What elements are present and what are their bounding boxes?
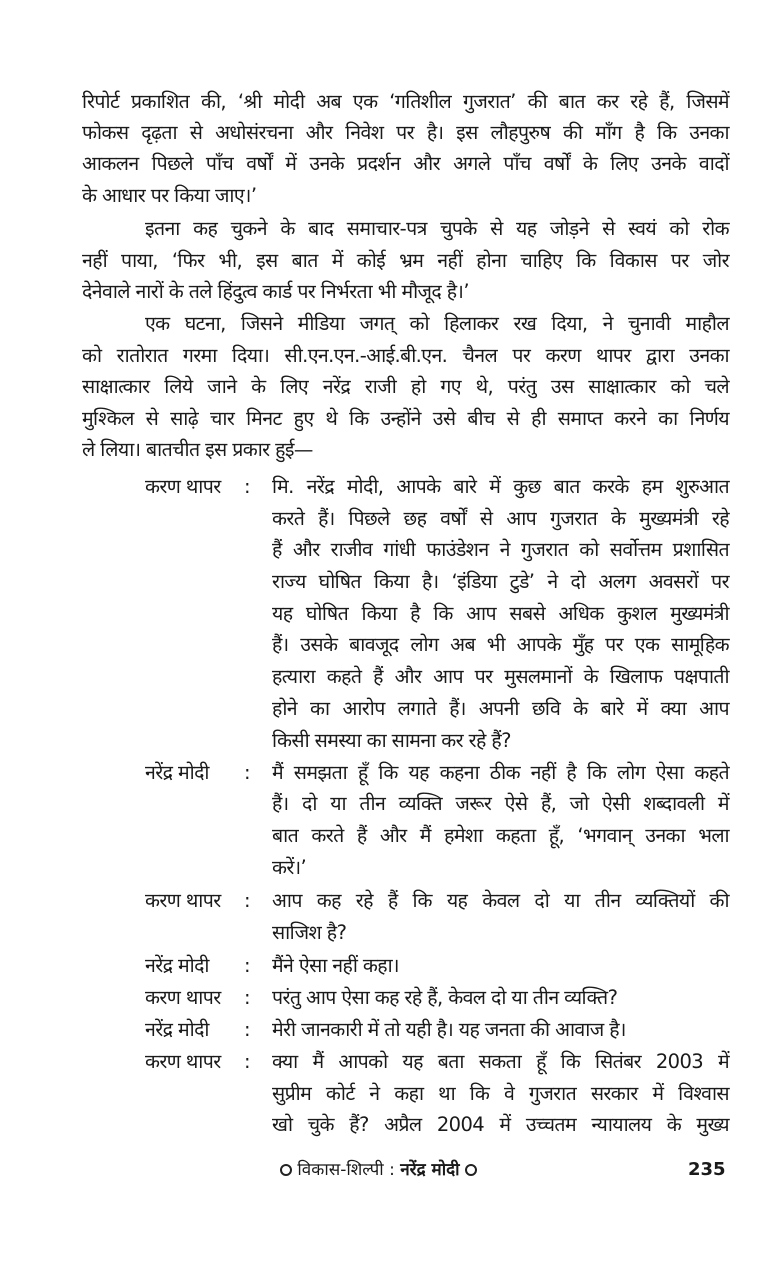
paragraph-line: रिपोर्ट प्रकाशित की, ‘श्री मोदी अब एक ‘गतिशील गुजरात’ की बात कर रहे हैं, जिसमें (82, 90, 729, 113)
speaker-colon: : (244, 475, 251, 498)
paragraph-line: साक्षात्कार लिये जाने के लिए नरेंद्र राजी हो गए थे, परंतु उस साक्षात्कार को चले (82, 375, 729, 398)
dialogue-line: किसी समस्या का सामना कर रहे हैं? (272, 729, 511, 752)
speaker-colon: : (244, 1018, 251, 1041)
dialogue-line: मैं समझता हूँ कि यह कहना ठीक नहीं है कि लोग ऐसा कहते (272, 761, 729, 784)
dialogue-line: मेरी जानकारी में तो यही है। यह जनता की आवाज है। (272, 1018, 626, 1041)
dialogue-line: हैं। दो या तीन व्यक्ति जरूर ऐसे हैं, जो ऐसी शब्दावली में (272, 792, 729, 815)
dialogue-line: राज्य घोषित किया है। ‘इंडिया टुडे’ ने दो अलग अवसरों पर (272, 570, 729, 593)
dialogue-line: करते हैं। पिछले छह वर्षों से आप गुजरात के मुख्यमंत्री रहे (272, 507, 729, 530)
speaker-name: करण थापर (145, 1050, 221, 1073)
speaker-colon: : (244, 954, 251, 977)
page-number: 235 (688, 1159, 726, 1180)
paragraph-line: मुश्किल से साढ़े चार मिनट हुए थे कि उन्होंने उसे बीच से ही समाप्त करने का निर्णय (82, 407, 729, 430)
paragraph-line: ले लिया। बातचीत इस प्रकार हुई— (82, 438, 313, 461)
speaker-name: नरेंद्र मोदी (145, 761, 209, 784)
flower-ornament-icon (280, 1164, 292, 1176)
dialogue-line: हत्यारा कहते हैं और आप पर मुसलमानों के खिलाफ पक्षपाती (272, 665, 729, 688)
speaker-name: करण थापर (145, 475, 221, 498)
dialogue-line: परंतु आप ऐसा कह रहे हैं, केवल दो या तीन व्यक्ति? (272, 986, 618, 1009)
dialogue-line: करें।’ (272, 856, 307, 879)
book-subject: नरेंद्र मोदी (400, 1160, 460, 1180)
speaker-name: नरेंद्र मोदी (145, 1018, 209, 1041)
speaker-name: करण थापर (145, 986, 221, 1009)
dialogue-line: हैं और राजीव गांधी फाउंडेशन ने गुजरात को सर्वोत्तम प्रशासित (272, 538, 729, 561)
dialogue-line: मि. नरेंद्र मोदी, आपके बारे में कुछ बात करके हम शुरुआत (272, 475, 729, 498)
speaker-colon: : (244, 761, 251, 784)
paragraph-line: को रातोरात गरमा दिया। सी.एन.एन.-आई.बी.एन. चैनल पर करण थापर द्वारा उनका (82, 344, 729, 367)
paragraph-line: आकलन पिछले पाँच वर्षों में उनके प्रदर्शन और अगले पाँच वर्षों के लिए उनके वादों (82, 152, 729, 175)
paragraph-line: नहीं पाया, ‘फिर भी, इस बात में कोई भ्रम नहीं होना चाहिए कि विकास पर जोर (82, 249, 729, 272)
speaker-name: करण थापर (145, 889, 221, 912)
dialogue-line: यह घोषित किया है कि आप सबसे अधिक कुशल मुख्यमंत्री (272, 602, 729, 625)
dialogue-line: साजिश है? (272, 921, 347, 944)
dialogue-line: बात करते हैं और मैं हमेशा कहता हूँ, ‘भगवान् उनका भला (272, 824, 729, 847)
dialogue-line: मैंने ऐसा नहीं कहा। (272, 954, 399, 977)
dialogue-line: होने का आरोप लगाते हैं। अपनी छवि के बारे में क्या आप (272, 697, 729, 720)
paragraph-line: एक घटना, जिसने मीडिया जगत् को हिलाकर रख दिया, ने चुनावी माहौल (145, 312, 729, 335)
dialogue-line: आप कह रहे हैं कि यह केवल दो या तीन व्यक्तियों की (272, 889, 729, 912)
paragraph-line: फोकस दृढ़ता से अधोसंरचना और निवेश पर है। इस लौहपुरुष की माँग है कि उनका (82, 121, 729, 144)
speaker-name: नरेंद्र मोदी (145, 954, 209, 977)
dialogue-line: क्या मैं आपको यह बता सकता हूँ कि सितंबर 2003 में (272, 1050, 729, 1073)
paragraph-line: देनेवाले नारों के तले हिंदुत्व कार्ड पर निर्भरता भी मौजूद है।’ (82, 280, 469, 303)
running-footer (280, 1156, 477, 1184)
dialogue-line: खो चुके हैं? अप्रैल 2004 में उच्चतम न्यायालय के मुख्य (272, 1113, 729, 1136)
book-title: विकास-शिल्पी : (297, 1160, 395, 1180)
flower-ornament-icon (465, 1164, 477, 1176)
dialogue-line: सुप्रीम कोर्ट ने कहा था कि वे गुजरात सरकार में विश्वास (272, 1082, 729, 1105)
speaker-colon: : (244, 889, 251, 912)
speaker-colon: : (244, 986, 251, 1009)
speaker-colon: : (244, 1050, 251, 1073)
dialogue-line: हैं। उसके बावजूद लोग अब भी आपके मुँह पर एक सामूहिक (272, 633, 729, 656)
paragraph-line: इतना कह चुकने के बाद समाचार-पत्र चुपके से यह जोड़ने से स्वयं को रोक (145, 217, 729, 240)
paragraph-line: के आधार पर किया जाए।’ (82, 184, 257, 207)
